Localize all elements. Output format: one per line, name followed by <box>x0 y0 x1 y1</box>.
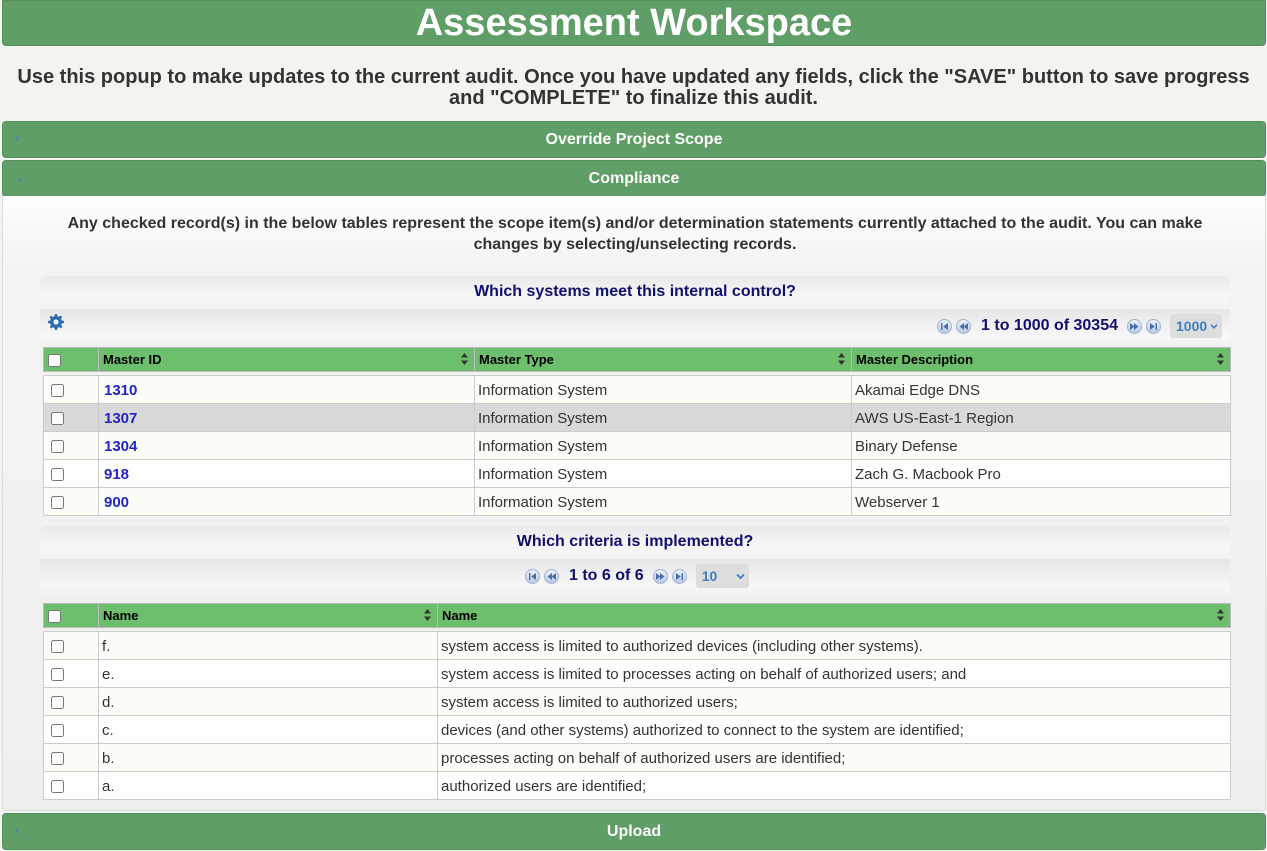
criteria-text-cell: authorized users are identified; <box>438 772 1231 800</box>
master-id-link[interactable]: 900 <box>99 488 475 516</box>
select-all-checkbox[interactable] <box>48 354 61 367</box>
caret-right-icon: › <box>15 133 19 145</box>
criteria-toolbar <box>40 559 1230 597</box>
next-page-icon[interactable] <box>653 569 668 584</box>
table-row[interactable] <box>44 404 1231 432</box>
select-all-header <box>44 348 99 372</box>
criteria-name-cell: d. <box>99 688 438 716</box>
row-checkbox[interactable] <box>51 440 64 453</box>
criteria-text-cell: devices (and other systems) authorized to connect to the system are identified; <box>438 716 1231 744</box>
criteria-text-cell: system access is limited to processes acting on behalf of authorized users; and <box>438 660 1231 688</box>
first-page-icon[interactable] <box>937 319 952 334</box>
row-checkbox[interactable] <box>51 468 64 481</box>
table-row[interactable] <box>44 772 1231 800</box>
table-row[interactable] <box>44 432 1231 460</box>
systems-toolbar <box>40 309 1230 347</box>
table-row[interactable] <box>44 744 1231 772</box>
instructions-text: Use this popup to make updates to the current audit. Once you have updated any fields, click the "SAVE" button to save progress and "COMPLETE" to finalize this audit. <box>17 66 1250 109</box>
page-title: Assessment Workspace <box>415 2 853 44</box>
caret-right-icon: › <box>15 825 19 837</box>
criteria-text-cell: system access is limited to authorized users; <box>438 688 1231 716</box>
sort-icon <box>1217 609 1224 621</box>
criteria-page-range: 1 to 6 of 6 <box>569 567 644 584</box>
criteria-name-cell: e. <box>99 660 438 688</box>
criteria-text-cell: processes acting on behalf of authorized users are identified; <box>438 744 1231 772</box>
master-description-cell: Binary Defense <box>852 432 1231 460</box>
compliance-panel <box>2 196 1266 811</box>
criteria-caption: Which criteria is implemented? <box>40 526 1230 559</box>
sort-icon <box>461 353 468 365</box>
master-id-link[interactable]: 1307 <box>99 404 475 432</box>
table-row[interactable] <box>44 716 1231 744</box>
criteria-text-cell: system access is limited to authorized devices (including other systems). <box>438 632 1231 660</box>
table-row[interactable] <box>44 632 1231 660</box>
gear-icon[interactable] <box>48 314 64 330</box>
prev-page-icon[interactable] <box>956 319 971 334</box>
criteria-name-cell: f. <box>99 632 438 660</box>
row-checkbox[interactable] <box>51 752 64 765</box>
systems-page-size-value: 1000 <box>1176 318 1208 334</box>
systems-page-size-select[interactable] <box>1170 314 1222 338</box>
criteria-page-size-select[interactable] <box>696 564 749 588</box>
row-checkbox[interactable] <box>51 496 64 509</box>
caret-down-icon: ⌄ <box>15 172 25 184</box>
sort-icon <box>424 609 431 621</box>
master-type-cell: Information System <box>475 376 852 404</box>
row-checkbox[interactable] <box>51 384 64 397</box>
master-description-cell: Akamai Edge DNS <box>852 376 1231 404</box>
select-all-header <box>44 604 99 628</box>
systems-pager <box>937 314 1222 338</box>
table-row[interactable] <box>44 376 1231 404</box>
master-id-link[interactable]: 1310 <box>99 376 475 404</box>
criteria-table <box>43 603 1231 800</box>
systems-page-range: 1 to 1000 of 30354 <box>981 317 1118 334</box>
override-project-scope-label: Override Project Scope <box>545 131 723 148</box>
last-page-icon[interactable] <box>672 569 687 584</box>
last-page-icon[interactable] <box>1146 319 1161 334</box>
chevron-down-icon <box>736 573 745 580</box>
row-checkbox[interactable] <box>51 780 64 793</box>
row-checkbox[interactable] <box>51 412 64 425</box>
master-id-link[interactable]: 918 <box>99 460 475 488</box>
master-description-cell: Webserver 1 <box>852 488 1231 516</box>
table-row[interactable] <box>44 488 1231 516</box>
table-row[interactable] <box>44 660 1231 688</box>
criteria-name-cell: b. <box>99 744 438 772</box>
override-project-scope-header[interactable] <box>2 121 1266 158</box>
systems-caption: Which systems meet this internal control? <box>40 276 1230 309</box>
criteria-pager <box>525 564 749 588</box>
row-checkbox[interactable] <box>51 640 64 653</box>
criteria-page-size-value: 10 <box>701 568 718 584</box>
compliance-header[interactable] <box>2 160 1266 197</box>
criteria-name-cell: c. <box>99 716 438 744</box>
title-bar <box>2 0 1266 46</box>
master-type-cell: Information System <box>475 432 852 460</box>
master-description-cell: Zach G. Macbook Pro <box>852 460 1231 488</box>
master-type-cell: Information System <box>475 404 852 432</box>
row-checkbox[interactable] <box>51 696 64 709</box>
column-header-master-type[interactable]: Master Type <box>475 348 852 372</box>
column-header-name[interactable]: Name <box>99 604 438 628</box>
master-type-cell: Information System <box>475 488 852 516</box>
row-checkbox[interactable] <box>51 724 64 737</box>
master-description-cell: AWS US-East-1 Region <box>852 404 1231 432</box>
master-id-link[interactable]: 1304 <box>99 432 475 460</box>
sort-icon <box>1217 353 1224 365</box>
next-page-icon[interactable] <box>1127 319 1142 334</box>
table-row[interactable] <box>44 688 1231 716</box>
column-header-name-text[interactable]: Name <box>438 604 1231 628</box>
column-header-master-id[interactable]: Master ID <box>99 348 475 372</box>
systems-table <box>43 347 1231 516</box>
table-row[interactable] <box>44 460 1231 488</box>
upload-header[interactable] <box>2 813 1266 850</box>
row-checkbox[interactable] <box>51 668 64 681</box>
compliance-label: Compliance <box>588 170 680 187</box>
select-all-checkbox[interactable] <box>48 610 61 623</box>
column-header-master-description[interactable]: Master Description <box>852 348 1231 372</box>
first-page-icon[interactable] <box>525 569 540 584</box>
compliance-note: Any checked record(s) in the below tables represent the scope item(s) and/or determination statements currently attached to the audit. You can make changes by selecting/unselecting records. <box>67 215 1203 253</box>
prev-page-icon[interactable] <box>544 569 559 584</box>
sort-icon <box>838 353 845 365</box>
criteria-name-cell: a. <box>99 772 438 800</box>
chevron-down-icon <box>1210 323 1218 330</box>
master-type-cell: Information System <box>475 460 852 488</box>
upload-label: Upload <box>606 823 662 840</box>
